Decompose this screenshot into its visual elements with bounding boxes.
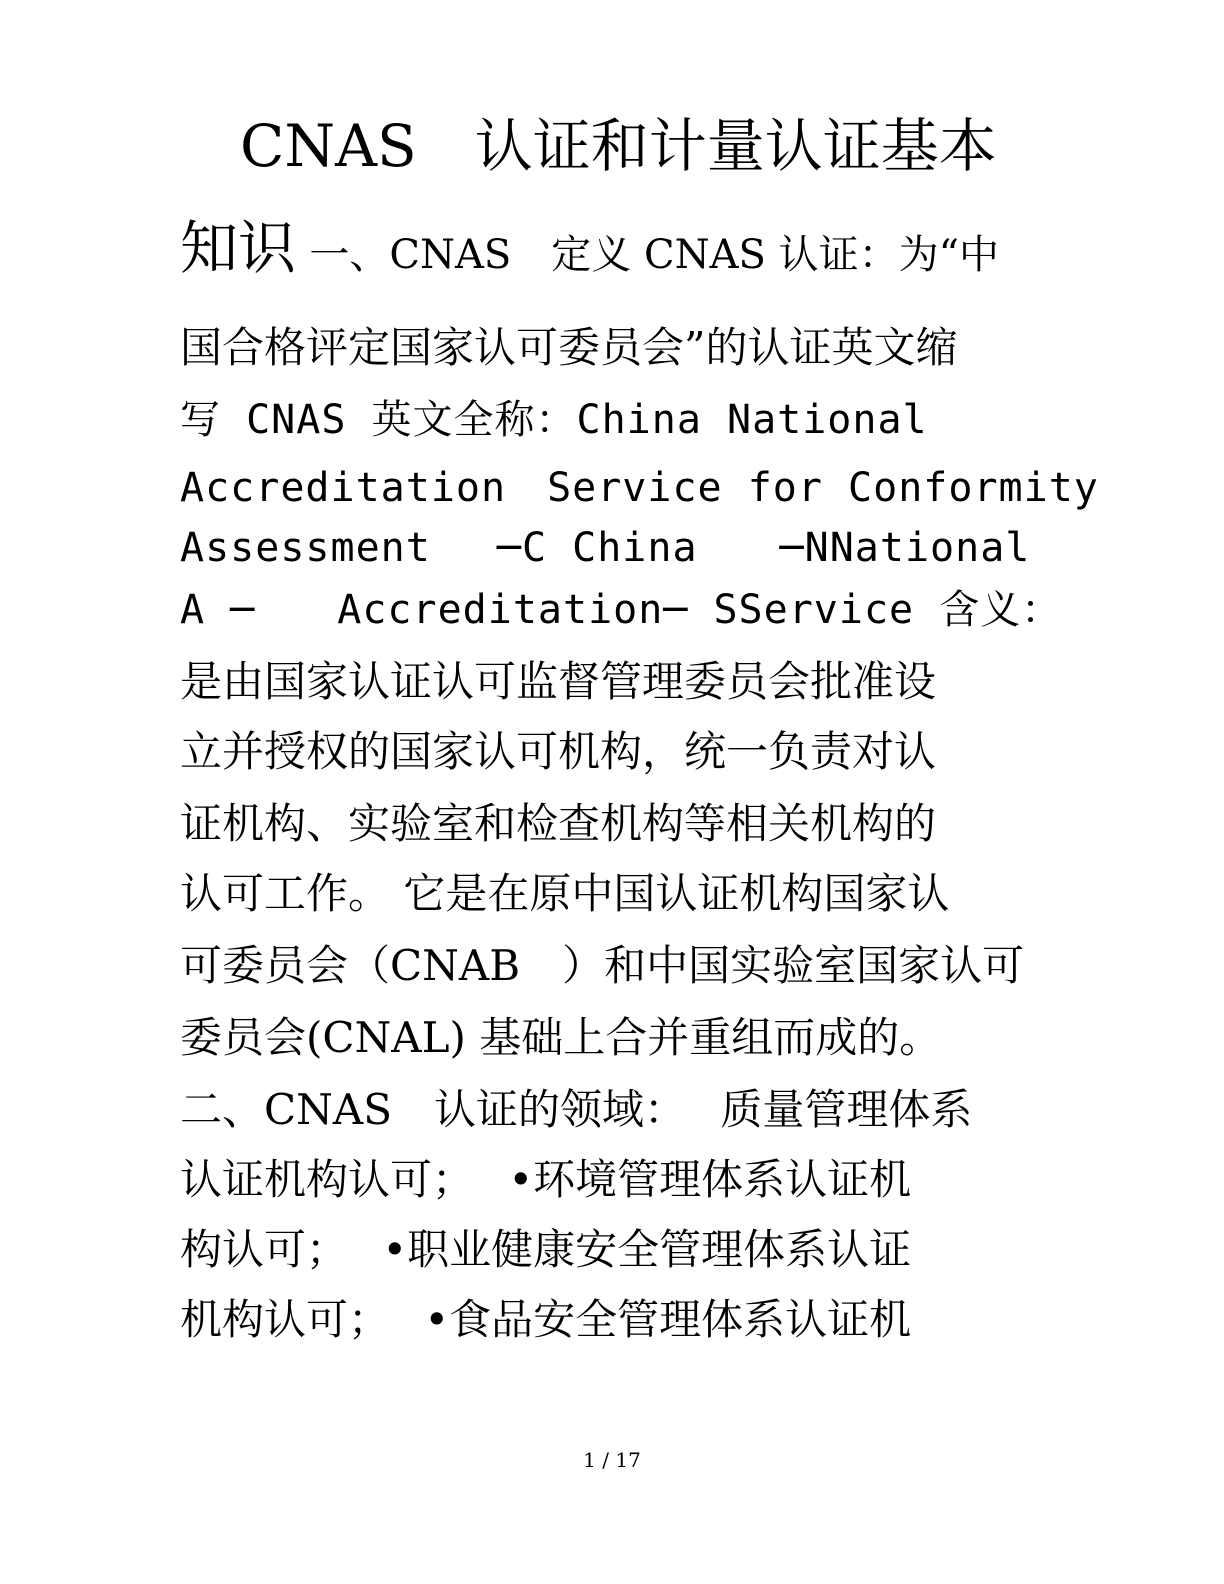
page-number: 1 / 17 <box>583 1448 641 1472</box>
body-line-13: 认证机构认可； •环境管理体系认证机 <box>180 1155 912 1204</box>
body-line-15: 机构认可； •食品安全管理体系认证机 <box>180 1295 912 1344</box>
document-title-line-1: CNAS 认证和计量认证基本 <box>240 112 997 180</box>
body-line-8: 证机构、实验室和检查机构等相关机构的 <box>180 799 937 848</box>
title-and-section-line <box>180 210 999 286</box>
body-line-11: 委员会(CNAL) 基础上合并重组而成的。 <box>180 1013 942 1062</box>
body-line-5: A ─ Accreditation─ SService 含义： <box>180 587 1063 633</box>
body-line-4: Assessment ─C China ─NNational <box>180 525 1031 571</box>
body-line-6: 是由国家认证认可监督管理委员会批准设 <box>180 657 937 706</box>
body-line-14: 构认可； •职业健康安全管理体系认证 <box>180 1225 912 1274</box>
body-line-3: Accreditation Service for Conformity <box>180 465 1099 511</box>
body-line-9: 认可工作。 它是在原中国认证机构国家认 <box>180 869 950 918</box>
body-line-10: 可委员会（CNAB ）和中国实验室国家认可 <box>180 941 1025 990</box>
body-line-1: 国合格评定国家认可委员会”的认证英文缩 <box>180 323 958 372</box>
body-line-2: 写 CNAS 英文全称：China National <box>180 397 928 443</box>
document-title-line-2: 知识 <box>180 214 297 282</box>
section-2-heading: 二、CNAS 认证的领域： 质量管理体系 <box>180 1085 973 1134</box>
section-1-heading: 一、CNAS 定义 CNAS 认证：为“中 <box>309 232 1000 278</box>
body-line-7: 立并授权的国家认可机构，统一负责对认 <box>180 727 937 776</box>
